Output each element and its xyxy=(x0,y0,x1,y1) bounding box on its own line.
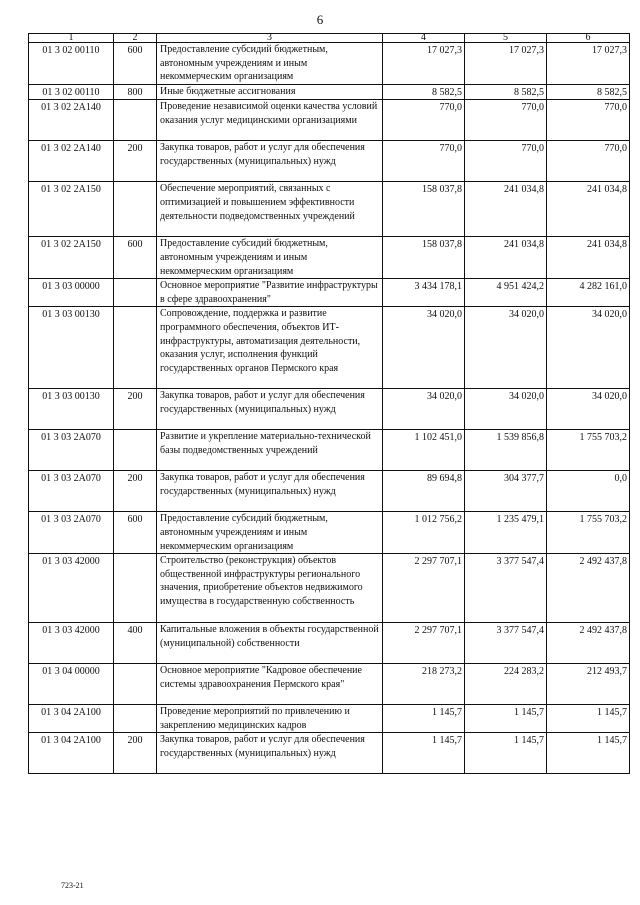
row-name: Проведение мероприятий по привлечению и закреплению медицинских кадров xyxy=(157,705,383,733)
row-value-col4: 34 020,0 xyxy=(383,307,465,389)
row-value-col5: 241 034,8 xyxy=(465,237,547,279)
row-value-col4: 2 297 707,1 xyxy=(383,623,465,664)
row-value-col6: 0,0 xyxy=(547,471,630,512)
row-expense-type xyxy=(114,664,157,705)
row-name: Предоставление субсидий бюджетным, автономным учреждениям и иным некоммерческим организациям xyxy=(157,237,383,279)
row-value-col5: 34 020,0 xyxy=(465,307,547,389)
row-value-col5: 1 539 856,8 xyxy=(465,430,547,471)
table-row xyxy=(29,84,630,100)
row-expense-type: 600 xyxy=(114,237,157,279)
row-value-col6: 1 755 703,2 xyxy=(547,512,630,554)
row-code: 01 3 03 00130 xyxy=(29,389,114,430)
row-value-col4: 17 027,3 xyxy=(383,43,465,85)
row-code: 01 3 03 00130 xyxy=(29,307,114,389)
row-value-col6: 241 034,8 xyxy=(547,182,630,237)
row-value-col4: 89 694,8 xyxy=(383,471,465,512)
row-name: Закупка товаров, работ и услуг для обеспечения государственных (муниципальных) нужд xyxy=(157,141,383,182)
table-row xyxy=(29,279,630,307)
row-value-col5: 34 020,0 xyxy=(465,389,547,430)
row-value-col5: 8 582,5 xyxy=(465,84,547,100)
header-col-5: 5 xyxy=(465,34,547,43)
row-value-col4: 34 020,0 xyxy=(383,389,465,430)
table-row xyxy=(29,43,630,85)
row-expense-type xyxy=(114,705,157,733)
row-value-col6: 241 034,8 xyxy=(547,237,630,279)
row-value-col4: 770,0 xyxy=(383,100,465,141)
budget-table xyxy=(28,33,630,774)
row-expense-type xyxy=(114,279,157,307)
row-value-col6: 1 755 703,2 xyxy=(547,430,630,471)
row-value-col5: 770,0 xyxy=(465,100,547,141)
row-expense-type: 200 xyxy=(114,389,157,430)
row-code: 01 3 02 2А150 xyxy=(29,237,114,279)
row-name: Основное мероприятие "Развитие инфраструктуры в сфере здравоохранения" xyxy=(157,279,383,307)
row-expense-type: 200 xyxy=(114,141,157,182)
row-expense-type xyxy=(114,100,157,141)
table-row xyxy=(29,554,630,623)
row-name: Капитальные вложения в объекты государственной (муниципальной) собственности xyxy=(157,623,383,664)
row-value-col4: 158 037,8 xyxy=(383,237,465,279)
row-value-col6: 2 492 437,8 xyxy=(547,623,630,664)
row-value-col5: 224 283,2 xyxy=(465,664,547,705)
row-name: Строительство (реконструкция) объектов общественной инфраструктуры регионального значения, приобретение объектов недвижимого имущества в государственную собственность xyxy=(157,554,383,623)
row-expense-type: 800 xyxy=(114,84,157,100)
table-row xyxy=(29,733,630,774)
page-number: 6 xyxy=(316,12,324,27)
row-value-col5: 3 377 547,4 xyxy=(465,623,547,664)
header-col-2: 2 xyxy=(114,34,157,43)
table-row xyxy=(29,623,630,664)
row-code: 01 3 03 00000 xyxy=(29,279,114,307)
table-row xyxy=(29,389,630,430)
row-value-col6: 1 145,7 xyxy=(547,733,630,774)
row-expense-type xyxy=(114,554,157,623)
row-code: 01 3 04 00000 xyxy=(29,664,114,705)
row-name: Закупка товаров, работ и услуг для обеспечения государственных (муниципальных) нужд xyxy=(157,389,383,430)
row-value-col5: 304 377,7 xyxy=(465,471,547,512)
row-value-col4: 1 102 451,0 xyxy=(383,430,465,471)
row-value-col4: 1 145,7 xyxy=(383,733,465,774)
row-code: 01 3 02 00110 xyxy=(29,43,114,85)
row-code: 01 3 03 42000 xyxy=(29,554,114,623)
row-value-col5: 17 027,3 xyxy=(465,43,547,85)
row-value-col5: 770,0 xyxy=(465,141,547,182)
row-code: 01 3 03 2А070 xyxy=(29,430,114,471)
row-expense-type xyxy=(114,307,157,389)
row-value-col5: 4 951 424,2 xyxy=(465,279,547,307)
row-name: Развитие и укрепление материально-технической базы подведомственных учреждений xyxy=(157,430,383,471)
row-expense-type: 600 xyxy=(114,43,157,85)
header-row xyxy=(29,34,630,43)
row-value-col4: 2 297 707,1 xyxy=(383,554,465,623)
row-expense-type: 200 xyxy=(114,471,157,512)
row-expense-type: 600 xyxy=(114,512,157,554)
row-code: 01 3 03 42000 xyxy=(29,623,114,664)
row-value-col5: 1 235 479,1 xyxy=(465,512,547,554)
row-expense-type: 400 xyxy=(114,623,157,664)
row-value-col6: 2 492 437,8 xyxy=(547,554,630,623)
row-code: 01 3 02 2А140 xyxy=(29,141,114,182)
row-name: Сопровождение, поддержка и развитие программного обеспечения, объектов ИТ-инфраструктуры, автоматизация деятельности, оказания услуг, исполнения функций государственных органов Пермского края xyxy=(157,307,383,389)
row-name: Иные бюджетные ассигнования xyxy=(157,84,383,100)
row-value-col4: 3 434 178,1 xyxy=(383,279,465,307)
row-value-col4: 218 273,2 xyxy=(383,664,465,705)
table-row xyxy=(29,141,630,182)
table-row xyxy=(29,430,630,471)
table-row xyxy=(29,664,630,705)
row-value-col6: 34 020,0 xyxy=(547,307,630,389)
row-code: 01 3 02 2А150 xyxy=(29,182,114,237)
row-name: Основное мероприятие "Кадровое обеспечение системы здравоохранения Пермского края" xyxy=(157,664,383,705)
row-expense-type xyxy=(114,182,157,237)
row-name: Проведение независимой оценки качества условий оказания услуг медицинскими организациями xyxy=(157,100,383,141)
row-value-col4: 1 012 756,2 xyxy=(383,512,465,554)
row-name: Предоставление субсидий бюджетным, автономным учреждениям и иным некоммерческим организациям xyxy=(157,512,383,554)
row-value-col6: 8 582,5 xyxy=(547,84,630,100)
row-value-col5: 1 145,7 xyxy=(465,733,547,774)
row-name: Обеспечение мероприятий, связанных с оптимизацией и повышением эффективности деятельности подведомственных учреждений xyxy=(157,182,383,237)
table-row xyxy=(29,182,630,237)
table-row xyxy=(29,307,630,389)
table-row xyxy=(29,512,630,554)
table-row xyxy=(29,100,630,141)
header-col-6: 6 xyxy=(547,34,630,43)
row-value-col4: 1 145,7 xyxy=(383,705,465,733)
row-name: Закупка товаров, работ и услуг для обеспечения государственных (муниципальных) нужд xyxy=(157,733,383,774)
row-name: Предоставление субсидий бюджетным, автономным учреждениям и иным некоммерческим организациям xyxy=(157,43,383,85)
header-col-4: 4 xyxy=(383,34,465,43)
header-col-1: 1 xyxy=(29,34,114,43)
table-row xyxy=(29,705,630,733)
row-value-col6: 770,0 xyxy=(547,141,630,182)
table-row xyxy=(29,471,630,512)
row-value-col6: 212 493,7 xyxy=(547,664,630,705)
row-expense-type: 200 xyxy=(114,733,157,774)
row-value-col6: 17 027,3 xyxy=(547,43,630,85)
row-value-col6: 34 020,0 xyxy=(547,389,630,430)
row-name: Закупка товаров, работ и услуг для обеспечения государственных (муниципальных) нужд xyxy=(157,471,383,512)
row-value-col6: 770,0 xyxy=(547,100,630,141)
row-value-col6: 1 145,7 xyxy=(547,705,630,733)
row-expense-type xyxy=(114,430,157,471)
row-code: 01 3 03 2А070 xyxy=(29,471,114,512)
row-code: 01 3 04 2А100 xyxy=(29,733,114,774)
header-col-3: 3 xyxy=(157,34,383,43)
row-value-col4: 770,0 xyxy=(383,141,465,182)
row-code: 01 3 04 2А100 xyxy=(29,705,114,733)
row-code: 01 3 02 2А140 xyxy=(29,100,114,141)
row-code: 01 3 02 00110 xyxy=(29,84,114,100)
row-value-col5: 1 145,7 xyxy=(465,705,547,733)
row-value-col4: 158 037,8 xyxy=(383,182,465,237)
row-value-col4: 8 582,5 xyxy=(383,84,465,100)
table-row xyxy=(29,237,630,279)
row-code: 01 3 03 2А070 xyxy=(29,512,114,554)
row-value-col5: 3 377 547,4 xyxy=(465,554,547,623)
row-value-col5: 241 034,8 xyxy=(465,182,547,237)
document-code: 723-21 xyxy=(61,881,84,890)
row-value-col6: 4 282 161,0 xyxy=(547,279,630,307)
